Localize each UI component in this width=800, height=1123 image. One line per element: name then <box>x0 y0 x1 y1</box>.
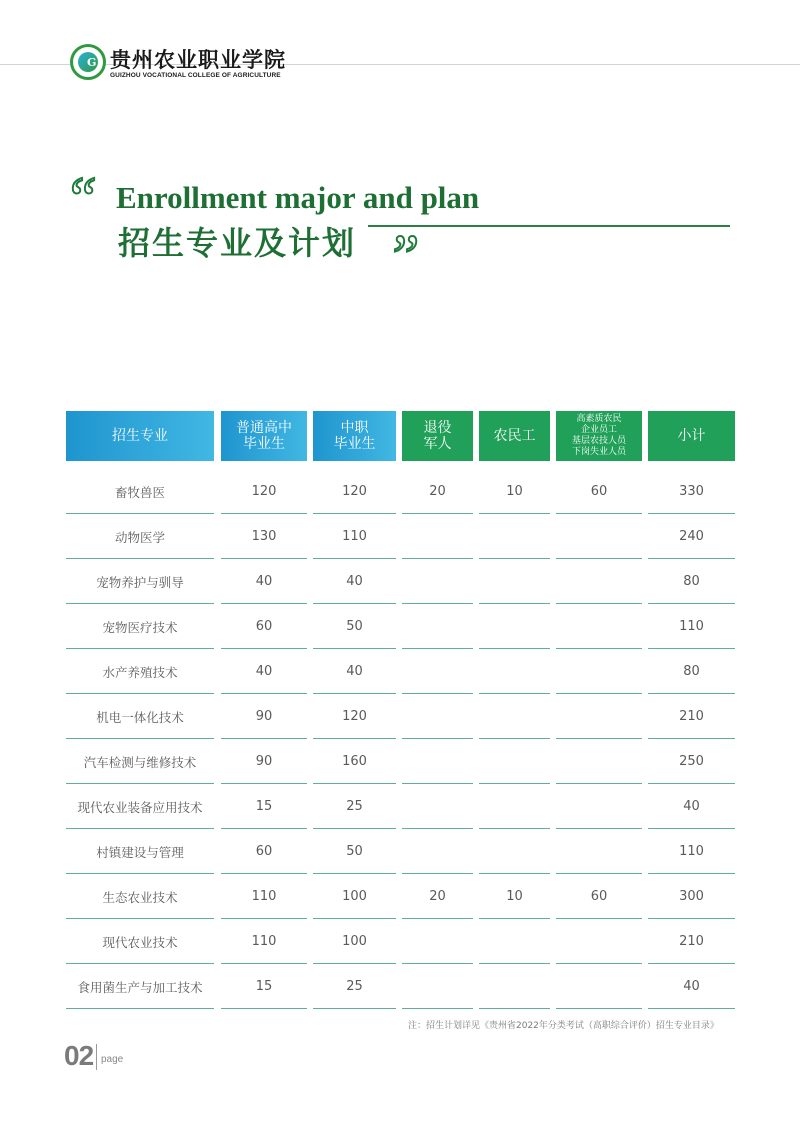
cell-vocational: 120 <box>313 695 396 739</box>
cell-other <box>556 695 642 739</box>
cell-veterans <box>402 785 473 829</box>
cell-major: 生态农业技术 <box>66 875 214 919</box>
cell-subtotal: 110 <box>648 605 735 649</box>
header-other-line3: 基层农技人员 <box>571 436 626 446</box>
header-veterans <box>402 411 473 461</box>
header-major-label: 招生专业 <box>112 427 168 444</box>
table-row <box>66 515 735 560</box>
cell-high-school: 40 <box>221 650 307 694</box>
table-row <box>66 740 735 785</box>
cell-high-school: 15 <box>221 965 307 1009</box>
header-vocational <box>313 411 396 461</box>
cell-other <box>556 560 642 604</box>
cell-subtotal: 40 <box>648 965 735 1009</box>
cell-major: 宠物养护与驯导 <box>66 560 214 604</box>
section-title-cn: 招生专业及计划 <box>118 224 357 262</box>
college-name-en: GUIZHOU VOCATIONAL COLLEGE OF AGRICULTURE <box>110 72 281 79</box>
college-name-cn: 贵州农业职业学院 <box>110 47 286 72</box>
cell-subtotal: 80 <box>648 560 735 604</box>
cell-other: 60 <box>556 875 642 919</box>
cell-vocational: 50 <box>313 830 396 874</box>
cell-major: 水产养殖技术 <box>66 650 214 694</box>
table-footnote: 注：招生计划详见《贵州省2022年分类考试（高职综合评价）招生专业目录》 <box>408 1021 719 1031</box>
cell-migrant: 10 <box>479 875 550 919</box>
header-other-groups <box>556 411 642 461</box>
cell-vocational: 100 <box>313 920 396 964</box>
cell-subtotal: 110 <box>648 830 735 874</box>
cell-high-school: 110 <box>221 920 307 964</box>
cell-veterans <box>402 650 473 694</box>
cell-vocational: 25 <box>313 785 396 829</box>
cell-veterans <box>402 605 473 649</box>
college-emblem-icon <box>70 44 106 80</box>
cell-major: 村镇建设与管理 <box>66 830 214 874</box>
table-row <box>66 560 735 605</box>
cell-other <box>556 740 642 784</box>
cell-subtotal: 300 <box>648 875 735 919</box>
table-row <box>66 875 735 920</box>
cell-migrant <box>479 740 550 784</box>
cell-vocational: 25 <box>313 965 396 1009</box>
cell-migrant <box>479 605 550 649</box>
open-quote-mark: “ <box>64 165 98 231</box>
header-other-label <box>572 414 626 457</box>
cell-major: 宠物医疗技术 <box>66 605 214 649</box>
cell-major: 食用菌生产与加工技术 <box>66 965 214 1009</box>
cell-other <box>556 605 642 649</box>
header-veterans-label <box>424 420 452 452</box>
cell-other <box>556 920 642 964</box>
cell-veterans <box>402 560 473 604</box>
table-row <box>66 965 735 1010</box>
cell-migrant <box>479 830 550 874</box>
emblem-center <box>78 52 98 72</box>
header-high-school-line2: 毕业生 <box>243 436 285 452</box>
header-major <box>66 411 214 461</box>
header-migrant-label: 农民工 <box>493 427 536 444</box>
table-row <box>66 695 735 740</box>
close-quote-mark: ” <box>386 223 420 289</box>
cell-migrant <box>479 965 550 1009</box>
cell-veterans <box>402 695 473 739</box>
cell-veterans: 20 <box>402 470 473 514</box>
header-subtotal-label: 小计 <box>677 427 706 444</box>
cell-migrant: 10 <box>479 470 550 514</box>
header-vocational-line2: 毕业生 <box>333 436 376 452</box>
table-row <box>66 650 735 695</box>
cell-other <box>556 785 642 829</box>
cell-major: 动物医学 <box>66 515 214 559</box>
cell-subtotal: 40 <box>648 785 735 829</box>
cell-other <box>556 650 642 694</box>
header-veterans-line1: 退役 <box>423 419 452 436</box>
cell-high-school: 60 <box>221 830 307 874</box>
header-vocational-line1: 中职 <box>340 419 369 436</box>
section-title-en: Enrollment major and plan <box>116 180 480 215</box>
cell-high-school: 90 <box>221 740 307 784</box>
emblem-letter: G <box>87 56 97 69</box>
cell-veterans <box>402 830 473 874</box>
header-high-school <box>221 411 307 461</box>
cell-major: 现代农业技术 <box>66 920 214 964</box>
header-other-line1: 高素质农民 <box>576 414 622 425</box>
header-other-line2: 企业员工 <box>580 425 617 436</box>
cell-subtotal: 240 <box>648 515 735 559</box>
header-subtotal <box>648 411 735 461</box>
title-underline <box>368 225 730 227</box>
cell-other <box>556 965 642 1009</box>
cell-other <box>556 830 642 874</box>
cell-major: 畜牧兽医 <box>66 470 214 514</box>
cell-vocational: 40 <box>313 560 396 604</box>
header-veterans-line2: 军人 <box>423 436 452 452</box>
cell-vocational: 110 <box>313 515 396 559</box>
cell-subtotal: 80 <box>648 650 735 694</box>
cell-migrant <box>479 560 550 604</box>
cell-high-school: 120 <box>221 470 307 514</box>
table-row <box>66 785 735 830</box>
table-row <box>66 605 735 650</box>
cell-subtotal: 330 <box>648 470 735 514</box>
cell-subtotal: 210 <box>648 695 735 739</box>
header-vocational-label <box>334 420 376 452</box>
cell-veterans <box>402 515 473 559</box>
header-other-line4: 下岗失业人员 <box>571 446 626 457</box>
header-high-school-label <box>236 420 292 452</box>
page-label: page <box>101 1054 124 1065</box>
table-row <box>66 470 735 515</box>
cell-veterans: 20 <box>402 875 473 919</box>
cell-veterans <box>402 920 473 964</box>
cell-high-school: 130 <box>221 515 307 559</box>
cell-subtotal: 250 <box>648 740 735 784</box>
table-row <box>66 830 735 875</box>
cell-migrant <box>479 695 550 739</box>
cell-high-school: 40 <box>221 560 307 604</box>
cell-high-school: 90 <box>221 695 307 739</box>
cell-other: 60 <box>556 470 642 514</box>
cell-high-school: 15 <box>221 785 307 829</box>
cell-vocational: 50 <box>313 605 396 649</box>
cell-high-school: 110 <box>221 875 307 919</box>
cell-vocational: 100 <box>313 875 396 919</box>
cell-vocational: 40 <box>313 650 396 694</box>
cell-veterans <box>402 740 473 784</box>
cell-major: 现代农业装备应用技术 <box>66 785 214 829</box>
cell-major: 机电一体化技术 <box>66 695 214 739</box>
page-number: 02 <box>64 1040 94 1071</box>
header-migrant-workers <box>479 411 550 461</box>
header-high-school-line1: 普通高中 <box>236 419 292 436</box>
cell-major: 汽车检测与维修技术 <box>66 740 214 784</box>
cell-subtotal: 210 <box>648 920 735 964</box>
cell-vocational: 160 <box>313 740 396 784</box>
cell-migrant <box>479 515 550 559</box>
cell-high-school: 60 <box>221 605 307 649</box>
cell-vocational: 120 <box>313 470 396 514</box>
cell-migrant <box>479 920 550 964</box>
page-number-divider <box>96 1044 97 1070</box>
cell-migrant <box>479 650 550 694</box>
cell-veterans <box>402 965 473 1009</box>
cell-other <box>556 515 642 559</box>
table-row <box>66 920 735 965</box>
cell-migrant <box>479 785 550 829</box>
